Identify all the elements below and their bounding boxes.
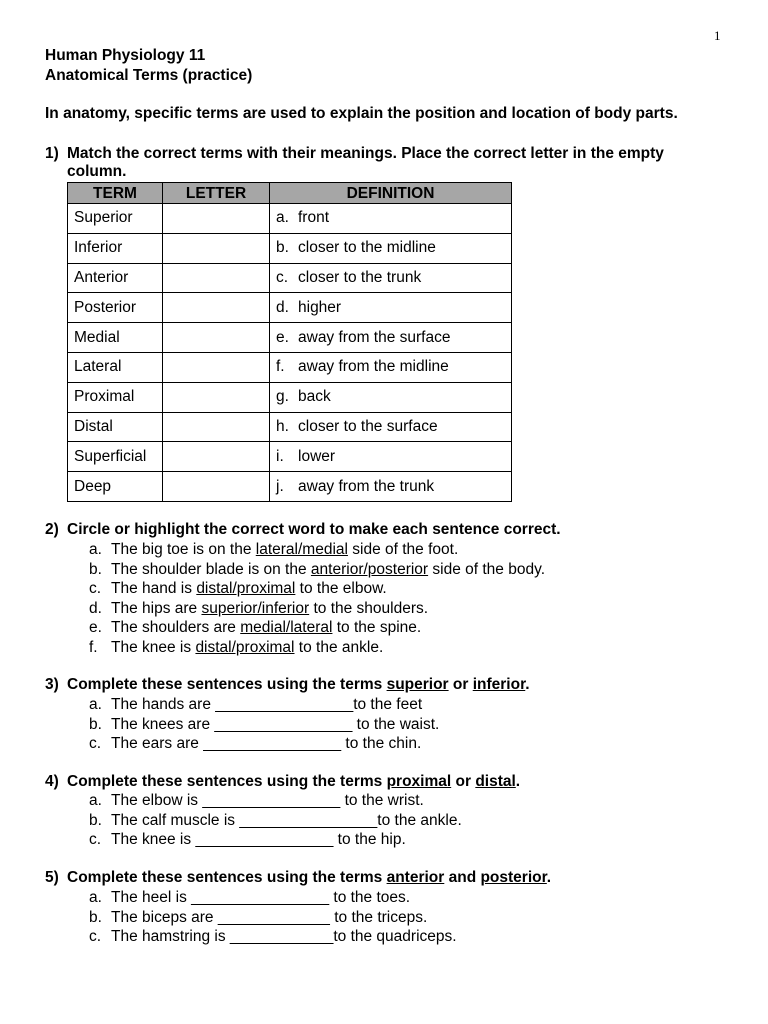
list-item: c. The knee is ________________ to the hip. bbox=[89, 831, 406, 849]
definition-text: higher bbox=[298, 298, 342, 316]
term-cell: Posterior bbox=[68, 293, 163, 323]
intro-text: In anatomy, specific terms are used to explain the position and location of body parts. bbox=[45, 105, 678, 122]
definition-cell bbox=[270, 442, 512, 472]
definition-cell bbox=[270, 293, 512, 323]
q3-term-inferior: inferior bbox=[472, 676, 526, 693]
list-item: a. The big toe is on the lateral/medial side of the foot. bbox=[89, 541, 459, 558]
answer-blank[interactable]: ________________ bbox=[203, 735, 342, 753]
list-item: d. The hips are superior/inferior to the shoulders. bbox=[89, 599, 429, 617]
definition-text: back bbox=[298, 388, 331, 406]
course-title: Human Physiology 11 bbox=[45, 47, 206, 64]
answer-blank[interactable]: ________________ bbox=[215, 696, 354, 713]
q4-prompt: Complete these sentences using the terms proximal or distal. bbox=[67, 773, 521, 790]
answer-blank[interactable]: ____________ bbox=[229, 928, 334, 946]
answer-blank[interactable]: ________________ bbox=[191, 889, 330, 906]
q3-items bbox=[89, 695, 439, 754]
answer-blank[interactable]: ________________ bbox=[195, 831, 334, 849]
item-label: a. bbox=[89, 696, 102, 713]
definition-letter: i. bbox=[276, 447, 284, 465]
header-letter: LETTER bbox=[163, 183, 270, 204]
definition-text: front bbox=[298, 209, 330, 227]
definition-cell bbox=[270, 263, 512, 293]
term-cell: Superficial bbox=[68, 442, 163, 472]
definition-cell bbox=[270, 352, 512, 382]
item-label: c. bbox=[89, 928, 102, 946]
word-choice[interactable]: superior/inferior bbox=[201, 599, 310, 617]
definition-text: away from the midline bbox=[298, 358, 449, 376]
definition-text: away from the trunk bbox=[298, 477, 435, 495]
terms-table bbox=[67, 182, 512, 502]
definition-letter: a. bbox=[276, 209, 289, 227]
list-item: e. The shoulders are medial/lateral to the spine. bbox=[89, 619, 422, 637]
table-row bbox=[68, 442, 512, 472]
definition-text: away from the surface bbox=[298, 328, 451, 346]
list-item: b. The biceps are _____________ to the triceps. bbox=[89, 908, 428, 926]
letter-answer-cell[interactable] bbox=[163, 442, 270, 472]
table-row bbox=[68, 263, 512, 293]
worksheet-title: Anatomical Terms (practice) bbox=[45, 67, 253, 84]
q2-items bbox=[89, 540, 545, 658]
q5-term-anterior: anterior bbox=[386, 869, 445, 886]
term-cell: Lateral bbox=[68, 352, 163, 382]
definition-text: closer to the trunk bbox=[298, 268, 422, 286]
definition-cell bbox=[270, 204, 512, 234]
definition-letter: e. bbox=[276, 328, 289, 346]
definition-letter: c. bbox=[276, 268, 289, 286]
item-label: b. bbox=[89, 715, 102, 733]
letter-answer-cell[interactable] bbox=[163, 382, 270, 412]
list-item: c. The ears are ________________ to the chin. bbox=[89, 735, 422, 753]
item-label: c. bbox=[89, 580, 102, 598]
q4-items bbox=[89, 791, 462, 850]
q1-number: 1) bbox=[45, 145, 59, 162]
list-item: a. The hands are ________________to the feet bbox=[89, 696, 423, 713]
term-cell: Inferior bbox=[68, 233, 163, 263]
header-term: TERM bbox=[68, 183, 163, 204]
definition-text: closer to the surface bbox=[298, 417, 438, 435]
table-row bbox=[68, 382, 512, 412]
q5-term-posterior: posterior bbox=[480, 869, 547, 886]
item-label: d. bbox=[89, 599, 102, 617]
page-number: 1 bbox=[714, 28, 721, 43]
definition-cell bbox=[270, 233, 512, 263]
definition-letter: h. bbox=[276, 417, 289, 435]
word-choice[interactable]: medial/lateral bbox=[240, 619, 333, 637]
table-row bbox=[68, 323, 512, 353]
q1-prompt-line1: Match the correct terms with their meanings. Place the correct letter in the empty bbox=[67, 145, 664, 162]
term-cell: Medial bbox=[68, 323, 163, 353]
q4-term-proximal: proximal bbox=[386, 773, 452, 790]
item-label: b. bbox=[89, 560, 102, 578]
table-row bbox=[68, 352, 512, 382]
q2-prompt: Circle or highlight the correct word to make each sentence correct. bbox=[67, 521, 561, 538]
list-item: b. The shoulder blade is on the anterior/posterior side of the body. bbox=[89, 560, 545, 578]
item-label: a. bbox=[89, 541, 102, 558]
word-choice[interactable]: anterior/posterior bbox=[310, 560, 429, 578]
definition-letter: j. bbox=[276, 477, 284, 495]
letter-answer-cell[interactable] bbox=[163, 323, 270, 353]
term-cell: Proximal bbox=[68, 382, 163, 412]
answer-blank[interactable]: ________________ bbox=[214, 715, 353, 733]
table-row bbox=[68, 293, 512, 323]
q1-prompt-line2: column. bbox=[67, 163, 127, 180]
word-choice[interactable]: distal/proximal bbox=[195, 638, 295, 656]
table-row bbox=[68, 472, 512, 502]
letter-answer-cell[interactable] bbox=[163, 263, 270, 293]
term-cell: Superior bbox=[68, 204, 163, 234]
item-label: b. bbox=[89, 811, 102, 829]
q2-number: 2) bbox=[45, 521, 59, 538]
definition-cell bbox=[270, 323, 512, 353]
q3-term-superior: superior bbox=[386, 676, 449, 693]
item-label: b. bbox=[89, 908, 102, 926]
word-choice[interactable]: lateral/medial bbox=[255, 541, 348, 558]
letter-answer-cell[interactable] bbox=[163, 412, 270, 442]
definition-letter: g. bbox=[276, 388, 289, 406]
q3-number: 3) bbox=[45, 676, 59, 693]
answer-blank[interactable]: ________________ bbox=[202, 792, 341, 809]
q4-number: 4) bbox=[45, 773, 59, 790]
answer-blank[interactable]: _____________ bbox=[217, 908, 330, 926]
table-header-row bbox=[68, 183, 512, 204]
term-cell: Anterior bbox=[68, 263, 163, 293]
item-label: a. bbox=[89, 889, 102, 906]
item-label: c. bbox=[89, 735, 102, 753]
q5-items bbox=[89, 888, 457, 947]
table-row bbox=[68, 412, 512, 442]
letter-answer-cell[interactable] bbox=[163, 352, 270, 382]
list-item: a. The elbow is ________________ to the wrist. bbox=[89, 792, 424, 809]
header-definition: DEFINITION bbox=[270, 183, 512, 204]
definition-cell bbox=[270, 472, 512, 502]
letter-answer-cell[interactable] bbox=[163, 472, 270, 502]
list-item: b. The calf muscle is ________________to the ankle. bbox=[89, 811, 462, 829]
definition-letter: f. bbox=[276, 358, 285, 376]
list-item: b. The knees are ________________ to the waist. bbox=[89, 715, 440, 733]
definition-cell bbox=[270, 412, 512, 442]
list-item: c. The hand is distal/proximal to the elbow. bbox=[89, 580, 387, 598]
letter-answer-cell[interactable] bbox=[163, 204, 270, 234]
term-cell: Distal bbox=[68, 412, 163, 442]
q4-term-distal: distal bbox=[475, 773, 516, 790]
table-row bbox=[68, 204, 512, 234]
definition-letter: b. bbox=[276, 239, 289, 257]
item-label: a. bbox=[89, 792, 102, 809]
definition-cell bbox=[270, 382, 512, 412]
word-choice[interactable]: distal/proximal bbox=[196, 580, 296, 598]
item-label: e. bbox=[89, 619, 102, 637]
term-cell: Deep bbox=[68, 472, 163, 502]
definition-text: closer to the midline bbox=[298, 239, 436, 257]
item-label: f. bbox=[89, 638, 98, 656]
answer-blank[interactable]: ________________ bbox=[239, 811, 378, 829]
definition-letter: d. bbox=[276, 298, 289, 316]
list-item: f. The knee is distal/proximal to the ankle. bbox=[89, 638, 384, 656]
q5-number: 5) bbox=[45, 869, 59, 886]
item-label: c. bbox=[89, 831, 102, 849]
q5-prompt: Complete these sentences using the terms anterior and posterior. bbox=[67, 869, 552, 886]
list-item: c. The hamstring is ____________to the quadriceps. bbox=[89, 928, 457, 946]
letter-answer-cell[interactable] bbox=[163, 293, 270, 323]
q3-prompt: Complete these sentences using the terms superior or inferior. bbox=[67, 676, 530, 693]
table-row bbox=[68, 233, 512, 263]
definition-text: lower bbox=[298, 447, 336, 465]
letter-answer-cell[interactable] bbox=[163, 233, 270, 263]
list-item: a. The heel is ________________ to the toes. bbox=[89, 889, 411, 906]
